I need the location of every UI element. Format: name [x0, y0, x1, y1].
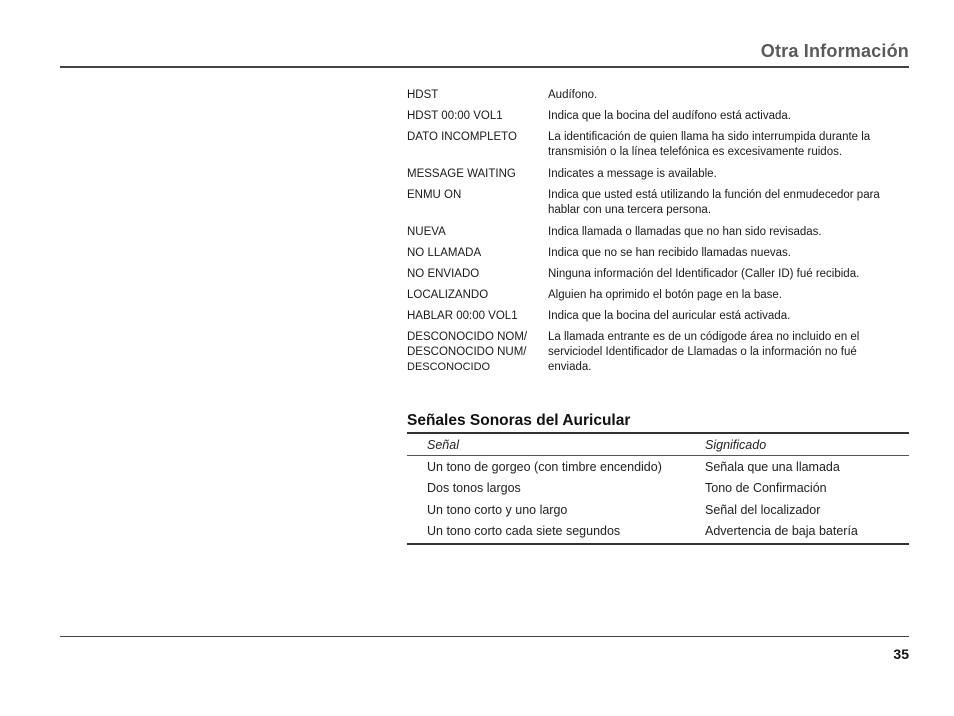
column-header-signal: Señal — [427, 437, 459, 452]
meaning-cell: Señala que una llamada — [705, 459, 840, 474]
term-description: Indicates a message is available. — [548, 168, 717, 180]
term-label: DATO INCOMPLETO — [407, 131, 517, 143]
term-label: HABLAR 00:00 VOL1 — [407, 310, 518, 322]
meaning-cell: Advertencia de baja batería — [705, 524, 858, 539]
term-label: HDST 00:00 VOL1 — [407, 110, 503, 122]
column-header-meaning: Significado — [705, 437, 767, 452]
term-description: Indica que la bocina del audífono está activada. — [548, 110, 791, 122]
term-description: Audífono. — [548, 89, 598, 101]
table-row — [407, 521, 909, 543]
term-label: NO LLAMADA — [407, 247, 482, 259]
term-label: ENMU ON — [407, 189, 462, 201]
term-label: NO ENVIADO — [407, 268, 480, 280]
term-label-sub: DESCONOCIDO — [407, 361, 491, 373]
table-row — [407, 478, 909, 500]
term-row — [407, 167, 909, 182]
term-description: La identificación de quien llama ha sido interrumpida durante la transmisión o la línea telefónica es excesivamente ruidos. — [548, 131, 871, 158]
term-label: NUEVA — [407, 226, 446, 238]
section-title: Señales Sonoras del Auricular — [407, 412, 631, 429]
term-description: Indica que la bocina del auricular está activada. — [548, 310, 791, 322]
signal-cell: Un tono corto y uno largo — [427, 502, 568, 517]
page-header-title: Otra Información — [760, 41, 909, 61]
term-label: HDST — [407, 89, 439, 101]
term-label: MESSAGE WAITING — [407, 168, 516, 180]
page-number: 35 — [893, 646, 909, 662]
term-row — [407, 330, 909, 375]
term-label-main: DESCONOCIDO NOM/ DESCONOCIDO NUM/ — [407, 331, 528, 358]
signal-cell: Dos tonos largos — [427, 481, 521, 496]
table-row — [407, 499, 909, 521]
term-description: La llamada entrante es de un códigode área no incluido en el serviciodel Identificador de Llamadas o la información no fué enviada. — [548, 331, 860, 373]
tones-table-header — [407, 434, 909, 456]
term-row — [407, 288, 909, 303]
table-row — [407, 456, 909, 478]
term-description: Alguien ha oprimido el botón page en la base. — [548, 289, 783, 301]
term-row — [407, 225, 909, 240]
term-row — [407, 109, 909, 124]
term-label — [407, 330, 548, 375]
signal-cell: Un tono de gorgeo (con timbre encendido) — [427, 459, 662, 474]
term-row — [407, 267, 909, 282]
term-description: Indica llamada o llamadas que no han sido revisadas. — [548, 226, 822, 238]
tones-table — [407, 432, 909, 545]
term-row — [407, 309, 909, 324]
term-row — [407, 188, 909, 218]
tones-table-body — [407, 456, 909, 543]
term-description: Indica que no se han recibido llamadas nuevas. — [548, 247, 791, 259]
display-messages-list — [407, 88, 909, 381]
header-rule — [60, 66, 909, 68]
term-description: Ninguna información del Identificador (Caller ID) fué recibida. — [548, 268, 860, 280]
term-label: LOCALIZANDO — [407, 289, 489, 301]
meaning-cell: Tono de Confirmación — [705, 481, 827, 496]
footer-rule — [60, 636, 909, 637]
term-row — [407, 88, 909, 103]
term-description: Indica que usted está utilizando la función del enmudecedor para hablar con una tercera persona. — [548, 189, 880, 216]
term-row — [407, 246, 909, 261]
term-row — [407, 130, 909, 160]
meaning-cell: Señal del localizador — [705, 502, 821, 517]
signal-cell: Un tono corto cada siete segundos — [427, 524, 621, 539]
